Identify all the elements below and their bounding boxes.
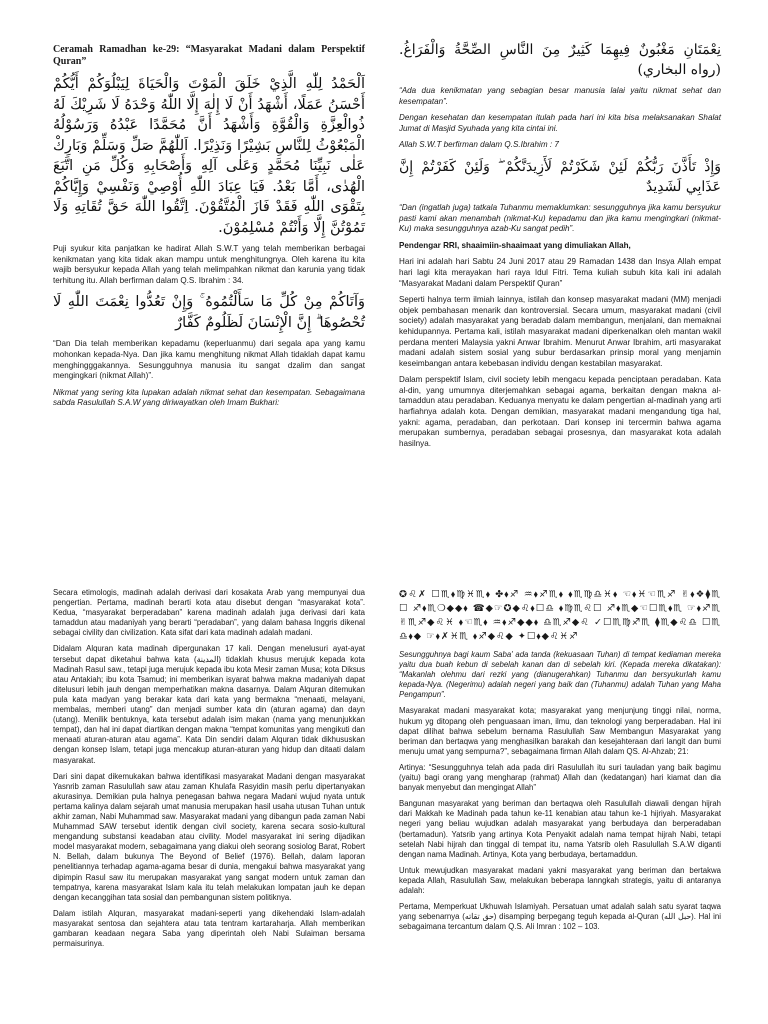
- wingdings-arabic-verse: ✪♌✗ ☐♏⬧♍♓♏⬧ ✤⬧♐ ♒⬧♐♏⬧ ⬧♏♍♎♓⬧ ☜⬧♓☜♏♐ ✌⬧❖⧫♏☐ ♐⬧♏❍◆◆⬧ ☎◆☞✪◆♌⬧☐♎ ⬧♍♏♌☐ ♐⬧♏◆☜☐♏⬧♏ ☞⬧♐♏ ✌♏♐◆♌♓ ⬧☜♏⬧ ♒⬧♐◆◆⬧ ♎♏♐◆♌ ✓☐♏♍♐♏ ⧫♏◆♌♎ ☐♏♎⬧◆ ☞⬧✗♓♏ ⬧♐◆♌◆ ✦☐⬧◆♌♓♐: [399, 589, 721, 642]
- paragraph-kesehatan: Dengan kesehatan dan kesempatan itulah pada hari ini kita bisa melaksanakan Shalat Jumat di Masjid Syuhada yang kita cintai ini.: [399, 113, 721, 133]
- paragraph-nikmat: Nikmat yang sering kita lupakan adalah nikmat sehat dan kesempatan. Sebagaimana sabda Rasulullah S.A.W yang diriwayatkan oleh Imam Bukhari:: [53, 387, 365, 408]
- translation-ibrahim-7: “Dan (ingatlah juga) tatkala Tuhanmu memaklumkan: sesungguhnya jika kamu bersyukur pasti kami akan menambah (nikmat-Ku) kepadamu dan jika kamu mengingkari (nikmat-Ku) maka sesungguhnya azab-Ku sangat pedih”.: [399, 202, 721, 234]
- translation-hadith: “Ada dua kenikmatan yang sebagian besar manusia lalai yaitu nikmat sehat dan kesempatan”.: [399, 86, 721, 106]
- page2-right-column: [399, 588, 721, 938]
- paragraph-perspektif: Dalam perspektif Islam, civil society lebih mengacu kepada penciptaan peradaban. Kata al-din, yang umumnya diterjemahkan sebagai agama, berkaitan dengan makna al-tamaddun atau peradaban. Keduanya menyatu ke dalam pengertian al-madinah yang arti harfiahnya adalah kota. Dengan demikian, masyarakat madani mengandung tiga hal, yakni: agama, peradaban, dan perkotaan. Dari konsep ini tercermin bahwa agama merupakan sumbernya, peradaban sebagai prosesnya, dan masyarakat kota adalah hasilnya.: [399, 375, 721, 448]
- greeting: Pendengar RRI, shaaimiin-shaaimaat yang dimuliakan Allah,: [399, 240, 631, 250]
- paragraph-seperti: Seperti halnya term ilmiah lainnya, istilah dan konsep masyarakat madani (MM) menjadi objek pembahasan menarik dan kontroversial. Secara umum, masyarakat madani (civil society) adalah masyarakat yang beradab dalam membangun, menjalani, dan memaknai kehidupannya. Pertama kali, istilah masyarakat madani diperkenalkan oleh mantan wakil perdana menteri Malaysia yakni Anwar Ibrahim. Menurut Anwar Ibrahim, arti masyarakat madani adalah sistem sosial yang subur berdasarkan prinsip moral yang menjamin keseimbangan antara kebebasan individu dengan kestabilan masyarakat.: [399, 295, 721, 368]
- translation-ibrahim-34: “Dan Dia telah memberikan kepadamu (keperluanmu) dari segala apa yang kamu mohonkan kepada-Nya. Dan jika kamu menghitung nikmat Allah tidaklah dapat kamu menghingggakannya. Sesungguhnya manusia itu sangat dzalim dan sangat mengingkari (nikmat Allah)”.: [53, 339, 365, 381]
- paragraph-firman: Allah S.W.T berfirman dalam Q.S.Ibrahim : 7: [399, 140, 559, 150]
- paragraph-artinya: Artinya: “Sesungguhnya telah ada pada diri Rasulullah itu suri tauladan yang baik bagimu (yaitu) bagi orang yang mengharap (rahmat) Allah dan (kedatangan) hari kiamat dan dia banyak menyebut dan mengingat Allah”: [399, 762, 721, 793]
- arabic-ibrahim-34: وَآتَاكُمْ مِنْ كُلِّ مَا سَأَلْتُمُوهُ ۚ وَإِنْ تَعُدُّوا نِعْمَتَ اللّٰهِ لَا تُحْصُوهَا ۗ إِنَّ الْإِنْسَانَ لَظَلُومٌ كَفَّارٌ: [53, 294, 365, 331]
- paragraph-pertama: Pertama, Memperkuat Ukhuwah Islamiyah. Persatuan umat adalah salah satu syarat taqwa yang sebenarnya (حق تقاته) disamping berpegang teguh kepada al-Quran (حبل الله). Hal ini sebagaimana tercantum dalam Q.S. Ali Imran : 102 – 103.: [399, 902, 721, 932]
- paragraph-untuk: Untuk mewujudkan masyarakat madani yakni masyarakat yang beriman dan bertakwa kepada Allah, Rasulullah Saw, melakukan beberapa lanngkah strategis, yaitu di antaranya adalah:: [399, 865, 721, 895]
- paragraph-alquran: Didalam Alquran kata madinah dipergunakan 17 kali. Dengan menelusuri ayat-ayat tersebut dapat diketahui bahwa kata (المدينة) tidaklah khusus merujuk kepada kota Madinah Rasul saw., tetapi juga merujuk kepada ibu kota Mesir zaman Musa; kota Diksus atau Antakiah; ibu kota Tsamud; ini memberikan isyarat bahwa makna madaniyah dapat ditelusuri lebih jauh dengan memperhatikan makna dasarnya. Dalam Alquran ditemukan pula kata madyan yang berakar kata dari kata yang bermakna “menaati, melayani, membalas, memberi utang” dan menjadi sumber kata din (aturan agama) dan dayn (utang). Menilik bentuknya, kata tersebut adalah isim makan (nama yang menunjukkan tempat), dan hal ini dapat diartikan dengan makna “tempat komunitas yang mengikuti dan menaati aturan-aturan atau agama”. Kata Din sendiri dalam Alquran tidak dikhususkan dengan konsep Islam, tetapi juga mencakup aturan-aturan yang hidup dan ditaati dalam masyarakat.: [53, 644, 365, 765]
- page1-left-column: [53, 44, 365, 415]
- paragraph-dari-sini: Dari sini dapat dikemukakan bahwa identifikasi masyarakat Madani dengan masyarakat Yasnrib zaman Rasulullah saw atau zaman Khulafa Rasyidin masih perlu dipertanyakan akurasinya. Demikian pula halnya penegasan bahwa negara Madani wujud nyata untuk pertama kalinya dalam sejarah umat manusia merupakan hasil usaha utusan Tuhan untuk akhir zaman, Nabi Muhammad saw. Masyarakat madani yang dibangun pada zaman Nabi Muhammad SAW tersebut identik dengan civil society, karena secara sosio-kultural mengandung substansi keadaban atau civility. Model masyarakat ini sering dijadikan model masyarakat modern, sebagaimana yang diakui oleh seorang sosiolog Barat, Robert N. Bellah, dalam bukunya The Beyond of Belief (1976). Bellah, dalam laporan penelitiannya terhadap agama-agama besar di dunia, mengakui bahwa masyarakat yang dipimpin Rasul saw itu merupakan masyarakat yang sangat modern untuk zaman dan tempatnya, karena masyarakat Islam kala itu telah melakukan lompatan jauh ke depan dengan kecanggihan tata sosial dan pembangunan sistem politiknya.: [53, 771, 365, 902]
- page1-right-column: [399, 40, 721, 455]
- paragraph-syukur: Puji syukur kita panjatkan ke hadirat Allah S.W.T yang telah memberikan berbagai kenikmatan yang kita tidak akan mampu untuk menghitungnya. Oleh karena itu kita wajib bersyukur kepada Allah yang telah melimpahkan nikmat dan karunia yang tidak terhitung itu. Allah berfirman dalam Q.S. Ibrahim : 34.: [53, 244, 365, 285]
- paragraph-istilah: Dalam istilah Alquran, masyarakat madani-seperti yang dikehendaki Islam-adalah masyarakat sentosa dan sejahtera atau tata tentram kartaraharja. Allah memberikan gambaran keadaan negara Saba yang diperintah oleh Nabi Sulaiman bersama permaisurinya.: [53, 908, 365, 949]
- arabic-ibrahim-7: وَإِذْ تَأَذَّنَ رَبُّكُمْ لَئِنْ شَكَرْتُمْ لَأَزِيدَنَّكُمْ ۖ وَلَئِنْ كَفَرْتُمْ إِنَّ عَذَابِي لَشَدِيدٌ: [399, 158, 721, 195]
- paragraph-hari-ini: Hari ini adalah hari Sabtu 24 Juni 2017 atau 29 Ramadan 1438 dan Insya Allah empat hari lagi kita merayakan hari raya Idul Fitri. Tema kuliah subuh kita kali ini adalah “Masyarakat Madani dalam Perspektif Quran”: [399, 257, 721, 288]
- page2-left-column: [53, 588, 365, 955]
- arabic-opening-prayer: اَلْحَمْدُ لِلّٰهِ الَّذِيْ خَلَقَ الْمَوْتَ وَالْحَيَاةَ لِيَبْلُوَكُمْ أَيُّكُمْ أَحْسَنُ عَمَلًا، أَشْهَدُ أَنْ لَا إِلٰهَ إِلَّا اللّٰهُ وَحْدَهُ لَا شَرِيْكَ لَهُ ذُوالْعِزَّةِ وَالْقُوَّةِ وَأَشْهَدُ أَنَّ مُحَمَّدًا عَبْدُهُ وَرَسُوْلُهُ الْمَبْعُوْثُ لِلنَّاسِ بَشِيْرًا وَنَذِيْرًا. اَللّٰهُمَّ صَلِّ وَسَلِّمْ وَبَارِكْ عَلٰى نَبِيِّنَا مُحَمَّدٍ وَعَلٰى آلِهِ وَأَصْحَابِهِ وَكُلِّ مَنِ اتَّبَعَ الْهُدٰى، أَمَّا بَعْدُ. فَيَا عِبَادَ اللّٰهِ أُوْصِيْ وَنَفْسِيْ وَإِيَّاكُمْ بِتَقْوَى اللّٰهِ فَقَدْ فَازَ الْمُتَّقُوْنَ. اِتَّقُوا اللّٰهَ حَقَّ تُقَاتِهِ وَلَا تَمُوْتُنَّ إِلَّا وَأَنْتُمْ مُسْلِمُوْنَ.: [53, 76, 365, 236]
- translation-saba: Sesungguhnya bagi kaum Saba' ada tanda (kekuasaan Tuhan) di tempat kediaman mereka yaitu dua buah kebun di sebelah kanan dan di sebelah kiri. (Kepada mereka dikatakan): “Makanlah olehmu dari rezki yang (dianugerahkan) Tuhanmu dan bersyukurlah kamu kepada-Nya. (Negerimu) adalah negeri yang baik dan (Tuhanmu) adalah Tuhan yang Maha Pengampun”.: [399, 650, 721, 700]
- paragraph-etimologis: Secara etimologis, madinah adalah derivasi dari kosakata Arab yang mempunyai dua pengertian. Pertama, madinah berarti kota atau disebut dengan “masyarakat kota”. Kedua, “masyarakat berperadaban” karena madinah adalah juga derivasi dari kata tamaddun atau madaniyah yang berarti “peradaban”, yang dalam bahasa Inggris dikenal sebagai civility dan civilization. Kata sifat dari kata madinah adalah madani.: [53, 588, 365, 638]
- paragraph-kota: Masyarakat madani masyarakat kota; masyarakat yang menjunjung tinggi nilai, norma, hukum yg ditopang oleh penguasaan iman, ilmu, dan teknologi yang berperadaban. Hal ini dapat dilihat bahwa sebelum bernama Rasulullah Saw Membangun Masyarakat yang beriman dan bertaqwa yang menghasilkan barakah dan kesejahteraan dari langit dan bumi menuju umat yang sempurna?”, sebagaimana firman Allah dalam QS. Al-Ahzab; 21:: [399, 706, 721, 756]
- arabic-hadith: نِعْمَتَانِ مَغْبُونٌ فِيهِمَا كَثِيرٌ مِنَ النَّاسِ الصِّحَّةُ وَالْفَرَاغُ. (رواه البخاري): [399, 42, 721, 78]
- paragraph-bangunan: Bangunan masyarakat yang beriman dan bertaqwa oleh Rasulullah diawali dengan hijrah dari Makkah ke Madinah pada tahun ke-11 kenabian atau tahun ke-1 hijriyah. Masyarakat negeri yang beliau wujudkan adalah masyarakat yang berbudaya dan berperadaban (bertamadun). Yatsrib yang artinya Kota Penyakit adalah nama tempat hijrah Nabi, tetapi setelah Nabi hijrah dan tinggal di tempat itu, nama Yatsrib oleh Rasulullah S.A.W diganti dengan nama Madinah. Artinya, Kota yang berbudaya, bertamaddun.: [399, 799, 721, 859]
- lecture-title: Ceramah Ramadhan ke-29: “Masyarakat Madani dalam Perspektif Quran”: [53, 44, 365, 67]
